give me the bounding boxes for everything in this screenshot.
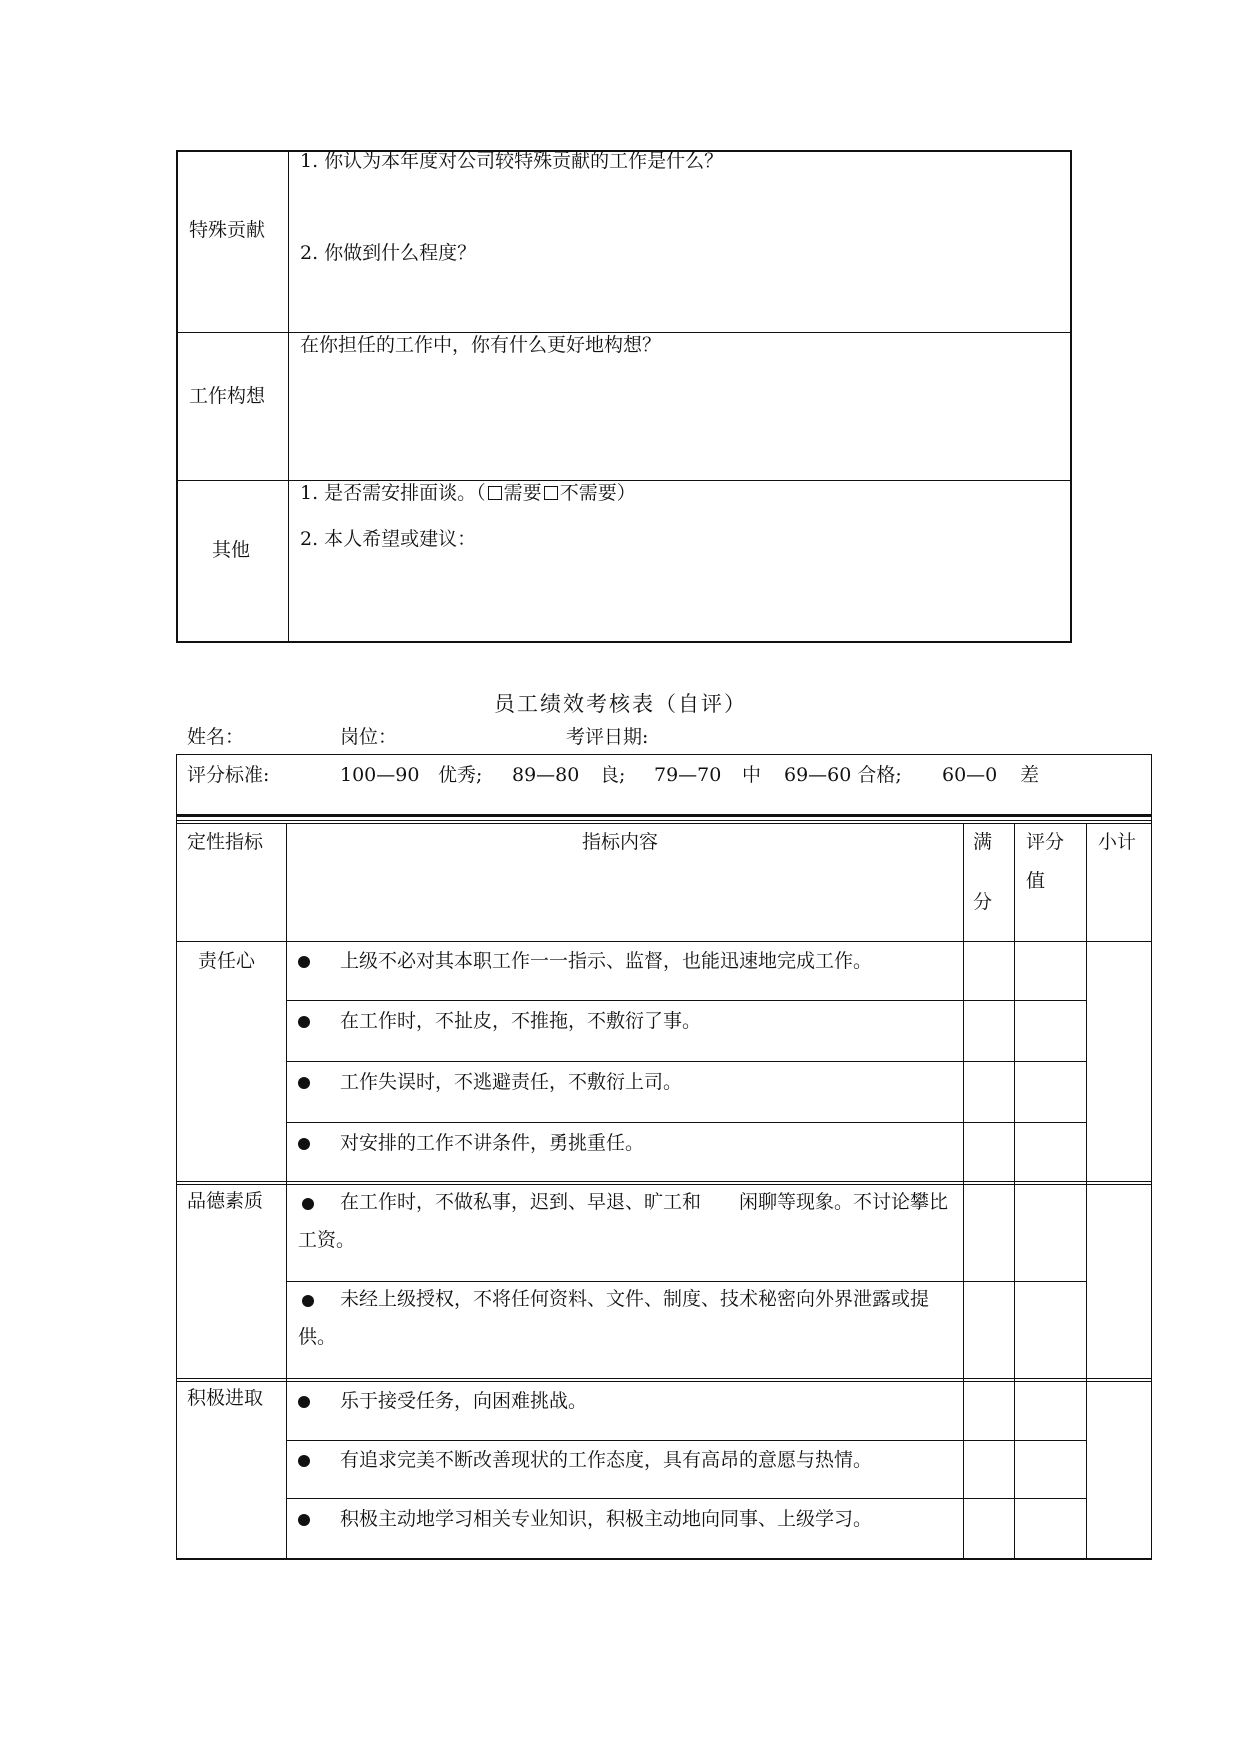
- bullet-icon: [298, 1455, 310, 1467]
- indicator-item: 工作失误时，不逃避责任，不敷衍上司。: [340, 1071, 683, 1093]
- standard-item: 79—70: [654, 764, 722, 786]
- standard-label: 评分标准:: [187, 764, 270, 786]
- indicator-item: 有追求完美不断改善现状的工作态度，具有高昂的意愿与热情。: [340, 1449, 873, 1471]
- standard-item: 良;: [600, 764, 626, 786]
- special-contribution-q1: 1. 你认为本年度对公司较特殊贡献的工作是什么？: [300, 150, 724, 172]
- date-label: 考评日期:: [566, 726, 649, 748]
- indicator-item: 乐于接受任务，向困难挑战。: [340, 1390, 588, 1412]
- header-score-1: 评分: [1026, 831, 1065, 853]
- special-contribution-q2: 2. 你做到什么程度？: [300, 242, 477, 264]
- other-q2: 2. 本人希望或建议：: [300, 528, 477, 550]
- header-subtotal: 小计: [1098, 831, 1137, 853]
- evaluation-title: 员工绩效考核表（自评）: [494, 692, 747, 716]
- header-full-score-1: 满: [973, 831, 993, 853]
- group-label-character: 品德素质: [187, 1190, 264, 1212]
- bullet-icon: [298, 1077, 310, 1089]
- other-q1: [300, 482, 636, 505]
- indicator-item: [298, 1183, 960, 1259]
- header-indicator: 定性指标: [187, 831, 264, 853]
- indicator-item: 上级不必对其本职工作一一指示、监督，也能迅速地完成工作。: [340, 950, 873, 972]
- bullet-icon: [298, 1138, 310, 1150]
- indicator-item: 对安排的工作不讲条件，勇挑重任。: [340, 1132, 645, 1154]
- other-q1-prefix: 1. 是否需安排面谈。（: [300, 482, 486, 504]
- standard-item: 100—90: [340, 764, 420, 786]
- need-option-label: 需要: [503, 482, 542, 504]
- standard-item: 60—0: [942, 764, 998, 786]
- bullet-icon: [298, 1396, 310, 1408]
- group-label-responsibility: 责任心: [198, 950, 256, 972]
- not-need-option-label: 不需要）: [559, 482, 636, 504]
- standard-item: 中: [742, 764, 762, 786]
- special-contribution-label: 特殊贡献: [189, 219, 266, 241]
- bullet-icon: [298, 1016, 310, 1028]
- group-label-proactive: 积极进取: [187, 1387, 264, 1409]
- position-label: 岗位：: [340, 726, 398, 748]
- name-label: 姓名：: [187, 726, 245, 748]
- work-idea-label: 工作构想: [189, 385, 266, 407]
- bullet-icon: [298, 956, 310, 968]
- indicator-item: [298, 1280, 960, 1356]
- header-content: 指标内容: [582, 831, 659, 853]
- standard-item: 89—80: [512, 764, 580, 786]
- not-need-checkbox[interactable]: [544, 486, 558, 500]
- indicator-item-text: 未经上级授权，不将任何资料、文件、制度、技术秘密向外界泄露或提供。: [298, 1288, 930, 1348]
- other-label: 其他: [212, 539, 251, 561]
- standard-item: 69—60 合格;: [784, 764, 902, 786]
- standard-item: 优秀;: [438, 764, 483, 786]
- header-score-2: 值: [1026, 870, 1046, 892]
- need-checkbox[interactable]: [488, 486, 502, 500]
- indicator-item: 积极主动地学习相关专业知识，积极主动地向同事、上级学习。: [340, 1508, 873, 1530]
- header-full-score-2: 分: [973, 891, 993, 913]
- indicator-item-text: 在工作时，不做私事，迟到、早退、旷工和 闲聊等现象。不讨论攀比工资。: [298, 1191, 949, 1251]
- indicator-item: 在工作时，不扯皮，不推拖，不敷衍了事。: [340, 1010, 702, 1032]
- standard-item: 差: [1020, 764, 1040, 786]
- work-idea-q1: 在你担任的工作中，你有什么更好地构想？: [300, 334, 662, 356]
- bullet-icon: [298, 1514, 310, 1526]
